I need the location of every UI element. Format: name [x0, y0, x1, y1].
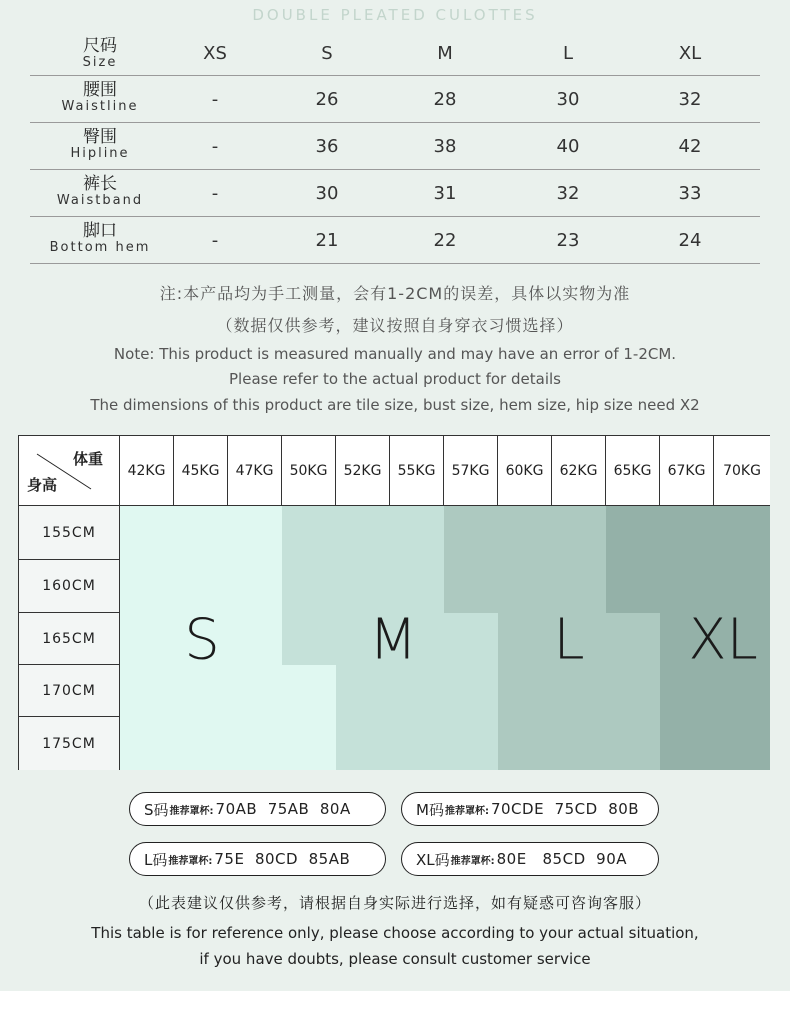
- cup-rec-label: 推荐罩杯:: [450, 855, 495, 867]
- row-label-zh: 臀围: [83, 127, 117, 147]
- size-table-row: [30, 76, 760, 123]
- row-label: [30, 174, 170, 208]
- table-cell: 40: [556, 135, 580, 157]
- size-header-cell: XL: [678, 43, 702, 64]
- row-label-zh: 裤长: [83, 174, 117, 194]
- row-label-en: Size: [82, 55, 118, 70]
- size-zone: [444, 506, 606, 613]
- size-zone-label: XL: [688, 607, 758, 673]
- height-row-cell: 165CM: [19, 613, 120, 665]
- size-zone: [282, 506, 444, 665]
- size-zone: [606, 506, 770, 613]
- height-row-cell: 170CM: [19, 665, 120, 717]
- cup-recommendation-s: [129, 792, 386, 826]
- cup-size-label: M码: [416, 800, 444, 819]
- table-cell: -: [211, 229, 219, 251]
- size-header-cell: S: [321, 43, 333, 64]
- row-label-zh: 腰围: [83, 80, 117, 100]
- table-cell: 28: [433, 88, 457, 110]
- row-label-en: Waistline: [61, 99, 139, 114]
- size-table: [30, 32, 760, 264]
- table-cell: 36: [315, 135, 339, 157]
- height-row-cell: 160CM: [19, 560, 120, 613]
- weight-header-cell: 45KG: [174, 436, 228, 506]
- weight-header-cell: 57KG: [444, 436, 498, 506]
- table-cell: 42: [678, 135, 702, 157]
- product-heading: DOUBLE PLEATED CULOTTES: [252, 6, 538, 24]
- diagonal-line: [19, 436, 120, 506]
- cup-recommendation-xl: [401, 842, 659, 876]
- footer-note-en-2: if you have doubts, please consult customer service: [199, 950, 591, 968]
- cup-rec-label: 推荐罩杯:: [168, 855, 213, 867]
- footer-note-en-1: This table is for reference only, please choose according to your actual situation,: [91, 924, 699, 942]
- grid-corner-header: [19, 436, 120, 506]
- size-zone-label: L: [553, 607, 585, 673]
- table-cell: 21: [315, 229, 339, 251]
- row-label: [30, 80, 170, 114]
- weight-header-cell: 47KG: [228, 436, 282, 506]
- size-zone: [282, 665, 336, 770]
- table-cell: 31: [433, 182, 457, 204]
- size-recommendation-grid: [18, 435, 770, 770]
- row-label-en: Waistband: [56, 193, 144, 208]
- table-cell: 32: [678, 88, 702, 110]
- size-table-row: [30, 217, 760, 264]
- details-note-en: Please refer to the actual product for details: [229, 370, 561, 388]
- weight-header-cell: 62KG: [552, 436, 606, 506]
- cup-rec-label: 推荐罩杯:: [169, 805, 214, 817]
- cup-size-label: L码: [144, 850, 168, 869]
- size-header-cell: L: [562, 43, 574, 64]
- row-label: [30, 221, 170, 255]
- table-cell: 26: [315, 88, 339, 110]
- table-cell: 33: [678, 182, 702, 204]
- measurement-note-zh: 注:本产品均为手工测量，会有1-2CM的误差，具体以实物为准: [159, 284, 631, 303]
- cup-values: 70CDE 75CD 80B: [490, 800, 640, 818]
- measurement-note-en: Note: This product is measured manually and may have an error of 1-2CM.: [113, 345, 677, 363]
- cup-values: 70AB 75AB 80A: [215, 800, 351, 818]
- weight-header-cell: 70KG: [714, 436, 770, 506]
- table-cell: -: [211, 182, 219, 204]
- weight-header-cell: 50KG: [282, 436, 336, 506]
- table-cell: 24: [678, 229, 702, 251]
- cup-rec-label: 推荐罩杯:: [444, 805, 489, 817]
- footer-note-zh: （此表建议仅供参考，请根据自身实际进行选择，如有疑惑可咨询客服）: [138, 894, 651, 912]
- size-table-header: [30, 32, 760, 76]
- weight-label: 体重: [72, 450, 103, 468]
- table-cell: 32: [556, 182, 580, 204]
- row-label-zh: 尺码: [83, 36, 117, 56]
- row-label-en: Hipline: [70, 146, 130, 161]
- size-header-cell: XS: [203, 43, 227, 64]
- weight-header-cell: 65KG: [606, 436, 660, 506]
- reference-note-zh: （数据仅供参考，建议按照自身穿衣习惯选择）: [216, 316, 574, 335]
- weight-header-cell: 67KG: [660, 436, 714, 506]
- size-zone-label: S: [184, 607, 220, 673]
- row-label-en: Bottom hem: [49, 240, 151, 255]
- size-table-row: [30, 123, 760, 170]
- cup-recommendation-m: [401, 792, 659, 826]
- weight-header-cell: 42KG: [120, 436, 174, 506]
- row-label: [30, 36, 170, 70]
- size-zone-label: M: [368, 607, 418, 673]
- height-row-cell: 155CM: [19, 506, 120, 560]
- table-cell: -: [211, 88, 219, 110]
- cup-values: 75E 80CD 85AB: [214, 850, 351, 868]
- size-header-cell: M: [437, 43, 453, 64]
- table-cell: 30: [315, 182, 339, 204]
- weight-header-cell: 60KG: [498, 436, 552, 506]
- height-row-cell: 175CM: [19, 717, 120, 770]
- size-zone: [336, 665, 498, 770]
- table-cell: 30: [556, 88, 580, 110]
- size-table-row: [30, 170, 760, 217]
- size-zone: [444, 613, 498, 665]
- row-label-zh: 脚口: [83, 221, 117, 241]
- weight-header-cell: 55KG: [390, 436, 444, 506]
- cup-values: 80E 85CD 90A: [496, 850, 628, 868]
- table-cell: 38: [433, 135, 457, 157]
- table-cell: 22: [433, 229, 457, 251]
- height-label: 身高: [27, 476, 58, 494]
- weight-header-cell: 52KG: [336, 436, 390, 506]
- cup-recommendation-l: [129, 842, 386, 876]
- table-cell: -: [211, 135, 219, 157]
- table-cell: 23: [556, 229, 580, 251]
- cup-size-label: S码: [144, 800, 169, 819]
- cup-size-label: XL码: [416, 850, 450, 869]
- row-label: [30, 127, 170, 161]
- dimensions-note-en: The dimensions of this product are tile size, bust size, hem size, hip size need X2: [90, 396, 700, 414]
